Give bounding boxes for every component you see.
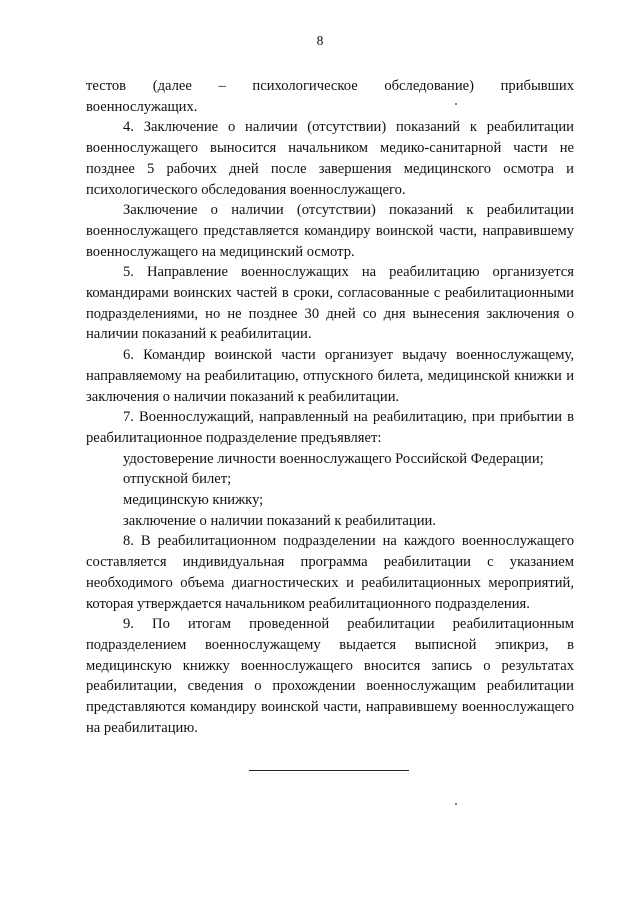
- end-separator-line: [249, 770, 409, 771]
- scan-speck: [455, 103, 457, 105]
- paragraph-conclusion-recipient: Заключение о наличии (отсутствии) показаний к реабилитации военнослужащего представляется командиру воинской части, направившему военнослужащего на медицинский осмотр.: [86, 202, 574, 260]
- list-item-conclusion: заключение о наличии показаний к реабилитации.: [123, 512, 436, 529]
- paragraph-item-8: 8. В реабилитационном подразделении на каждого военнослужащего составляется индивидуальная программа реабилитации с указанием необходимого объема диагностических и реабилитационных мероприятий, которая утверждается начальником реабилитационного подразделения.: [86, 533, 574, 612]
- paragraph-item-6: 6. Командир воинской части организует выдачу военнослужащему, направляемому на реабилитацию, отпускного билета, медицинской книжки и заключения о наличии показаний к реабилитации.: [86, 347, 574, 405]
- list-item-id-document: удостоверение личности военнослужащего Российской Федерации;: [123, 450, 544, 467]
- scan-speck: [455, 803, 457, 805]
- paragraph-continuation: тестов (далее – психологическое обследование) прибывших военнослужащих.: [86, 78, 574, 115]
- page-number: 8: [316, 33, 324, 48]
- paragraph-item-9: 9. По итогам проведенной реабилитации реабилитационным подразделением военнослужащему выдается выписной эпикриз, в медицинскую книжку военнослужащего вносится запись о результатах реабилитации, сведения о прохождении военнослужащим реабилитации представляются командиру воинской части, направившему военнослужащего на реабилитацию.: [86, 616, 574, 736]
- document-body: [86, 76, 574, 739]
- paragraph-item-5: 5. Направление военнослужащих на реабилитацию организуется командирами воинских частей в сроки, согласованные с реабилитационными подразделениями, но не позднее 30 дней со дня вынесения заключения о наличии показаний к реабилитации.: [86, 264, 574, 343]
- list-item-medical-book: медицинскую книжку;: [123, 492, 264, 509]
- paragraph-item-7: 7. Военнослужащий, направленный на реабилитацию, при прибытии в реабилитационное подразделение предъявляет:: [86, 409, 574, 446]
- list-item-leave-ticket: отпускной билет;: [123, 471, 232, 488]
- paragraph-item-4: 4. Заключение о наличии (отсутствии) показаний к реабилитации военнослужащего выносится начальником медико-санитарной части не позднее 5 рабочих дней после завершения медицинского осмотра и психологического обследования военнослужащего.: [86, 119, 574, 198]
